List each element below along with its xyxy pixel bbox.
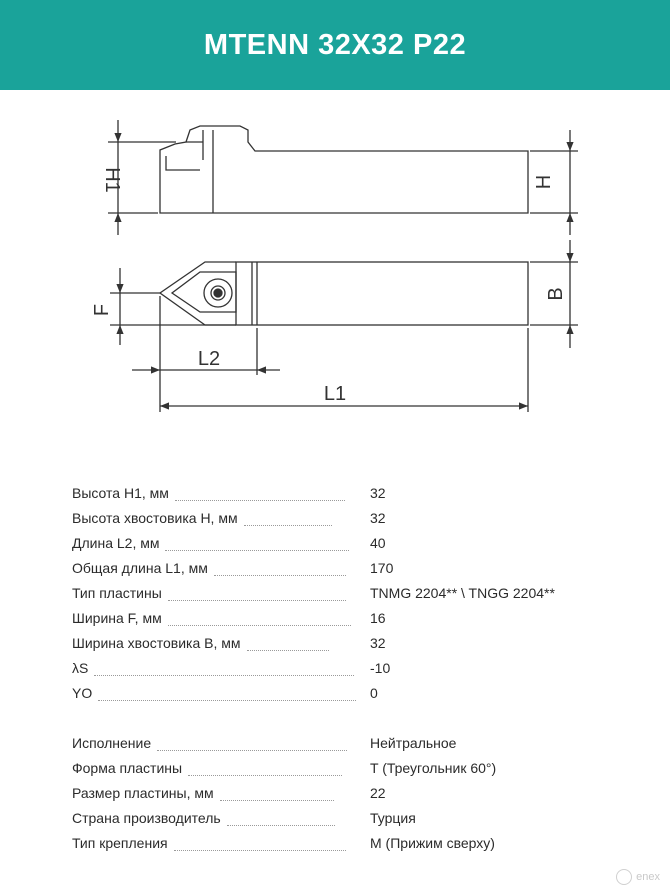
label-f: F: [91, 303, 113, 317]
spec-label: Страна производитель: [72, 810, 221, 826]
spec-label: Форма пластины: [72, 760, 183, 776]
spec-value: 32: [370, 485, 386, 501]
spec-value: -10: [370, 660, 391, 676]
spec-label: Общая длина L1, мм: [72, 560, 208, 576]
title-banner: [0, 0, 670, 90]
label-h1: H1: [101, 167, 123, 193]
spec-row: [72, 483, 632, 508]
spec-row: [72, 608, 632, 633]
label-l2: L2: [197, 348, 221, 370]
label-b: B: [545, 287, 567, 301]
spec-table: [72, 483, 632, 858]
spec-label: Ширина хвостовика B, мм: [72, 635, 241, 651]
logo-circle-icon: [616, 869, 632, 885]
top-view-body: [236, 262, 528, 325]
label-l1: L1: [323, 383, 347, 405]
spec-value: 0: [370, 685, 378, 701]
spec-row: [72, 758, 632, 783]
spec-label: Тип крепления: [72, 835, 168, 851]
spec-row: [72, 833, 632, 858]
spec-row: [72, 633, 632, 658]
spec-value: T (Треугольник 60°): [370, 760, 497, 776]
spec-row: [72, 808, 632, 833]
spec-label: Размер пластины, мм: [72, 785, 214, 801]
tool-drawing: [0, 100, 670, 430]
spec-value: Нейтральное: [370, 735, 457, 751]
spec-row: [72, 583, 632, 608]
spec-row: [72, 783, 632, 808]
spec-value: 32: [370, 510, 386, 526]
spec-value: 170: [370, 560, 394, 576]
spec-row: [72, 658, 632, 683]
spec-row: [72, 533, 632, 558]
spec-row: [72, 558, 632, 583]
brand-logo: [616, 869, 660, 885]
spec-row: [72, 683, 632, 708]
spec-row: [72, 508, 632, 533]
spec-row: [72, 733, 632, 758]
spec-label: Исполнение: [72, 735, 152, 751]
spec-value: TNMG 2204** \ TNGG 2204**: [370, 585, 555, 601]
side-view-body: [160, 126, 528, 213]
spec-value: M (Прижим сверху): [370, 835, 495, 851]
spec-value: 40: [370, 535, 386, 551]
spec-value: 22: [370, 785, 386, 801]
spec-label: Тип пластины: [72, 585, 162, 601]
spec-value: 16: [370, 610, 386, 626]
spec-label: Высота H1, мм: [72, 485, 169, 501]
page-title: MTENN 32X32 P22: [203, 28, 467, 61]
spec-label: Ширина F, мм: [72, 610, 162, 626]
spec-value: 32: [370, 635, 386, 651]
spec-label: YO: [72, 685, 93, 701]
spec-label: Высота хвостовика H, мм: [72, 510, 238, 526]
spec-value: Турция: [370, 810, 416, 826]
spec-label: Длина L2, мм: [72, 535, 160, 551]
logo-text: enex: [636, 871, 660, 883]
spec-label: λS: [72, 660, 89, 676]
label-h: H: [533, 174, 555, 190]
